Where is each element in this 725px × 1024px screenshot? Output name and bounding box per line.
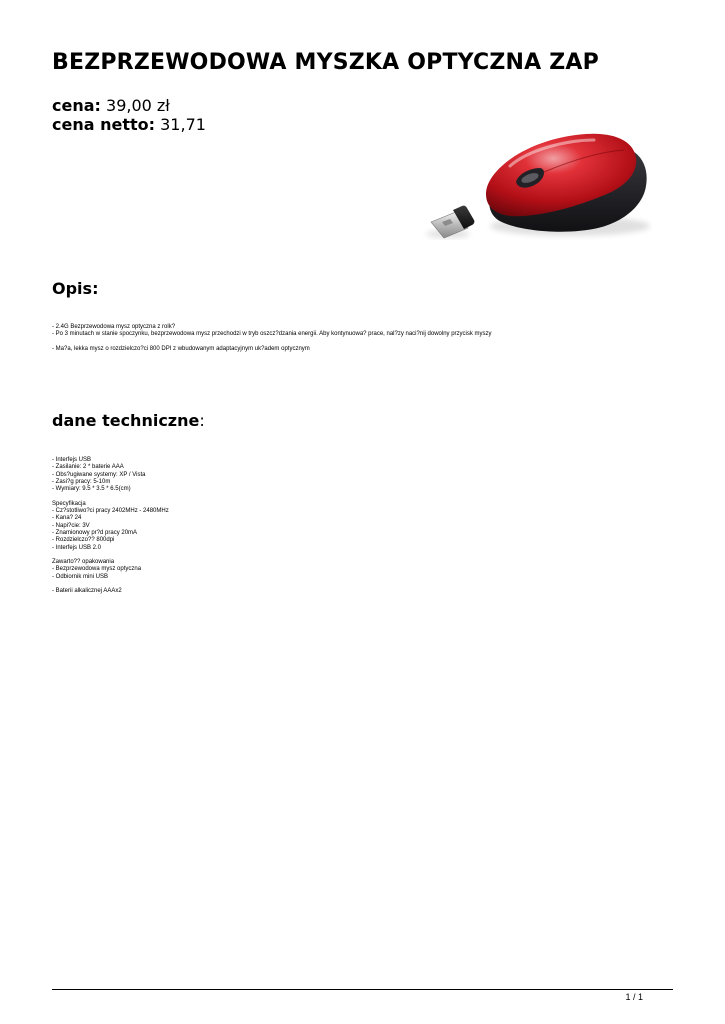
spec-line: - Interfejs USB 2.0: [52, 544, 102, 551]
tech-heading-colon: :: [199, 411, 205, 430]
spec-line: - Zasilanie: 2 * baterie AAA: [52, 464, 124, 471]
spec-line: - Napi?cie: 3V: [52, 522, 90, 529]
product-image: [398, 96, 673, 284]
usb-receiver-icon: [426, 206, 474, 238]
price-row: [52, 96, 206, 115]
net-price-label: cena netto:: [52, 115, 156, 134]
package-section-title: Zawarto?? opakowania: [52, 559, 115, 566]
tech-specs: [52, 457, 169, 596]
mouse-illustration: [398, 96, 673, 284]
spec-section-title: Specyfikacja: [52, 500, 86, 507]
tech-heading-text: dane techniczne: [52, 411, 200, 430]
package-line: - Odbiornik mini USB: [52, 573, 109, 580]
package-line: - Baterii alkalicznej AAAx2: [52, 588, 122, 595]
net-price-value: 31,71: [160, 115, 206, 134]
spec-line: - Znamionowy pr?d pracy 20mA: [52, 529, 138, 536]
spec-line: - Rozdzielczo?? 800dpi: [52, 537, 115, 544]
spec-line: - Interfejs USB: [52, 457, 92, 463]
spec-line: - Cz?stotliwo?ci pracy 2402MHz - 2480MHz: [52, 508, 169, 515]
description-line: - 2.4G Bezprzewodowa mysz optyczna z rolk?: [52, 324, 176, 330]
product-title: BEZPRZEWODOWA MYSZKA OPTYCZNA ZAP: [52, 50, 599, 75]
description-line: - Ma?a, lekka mysz o rozdzielczo?ci 800 DPI z wbudowanym adaptacyjnym uk?adem optycznym: [52, 345, 310, 352]
description-heading: Opis:: [52, 279, 99, 298]
net-price-row: [52, 115, 206, 134]
spec-line: - Zasi?g pracy: 5-10m: [52, 478, 111, 485]
page-number: 1 / 1: [625, 992, 643, 1002]
footer-divider: [52, 989, 673, 990]
description-line: - Po 3 minutach w stanie spoczynku, bezprzewodowa mysz przechodzi w tryb oszcz?dzania energii. Aby kontynuowa? prace, nal?zy naci?nij dowolny przycisk myszy: [52, 331, 492, 338]
spec-line: - Wymiary: 9.5 * 3.5 * 6.5(cm): [52, 486, 131, 493]
package-line: - Bezprzewodowa mysz optyczna: [52, 566, 142, 573]
description-text: [52, 324, 492, 353]
spec-line: - Obs?ugiwane systemy: XP / Vista: [52, 471, 146, 478]
price-block: [52, 96, 206, 134]
price-label: cena:: [52, 96, 101, 115]
tech-heading: [52, 411, 205, 430]
spec-line: - Kana? 24: [52, 515, 82, 522]
price-value: 39,00 zł: [106, 96, 170, 115]
